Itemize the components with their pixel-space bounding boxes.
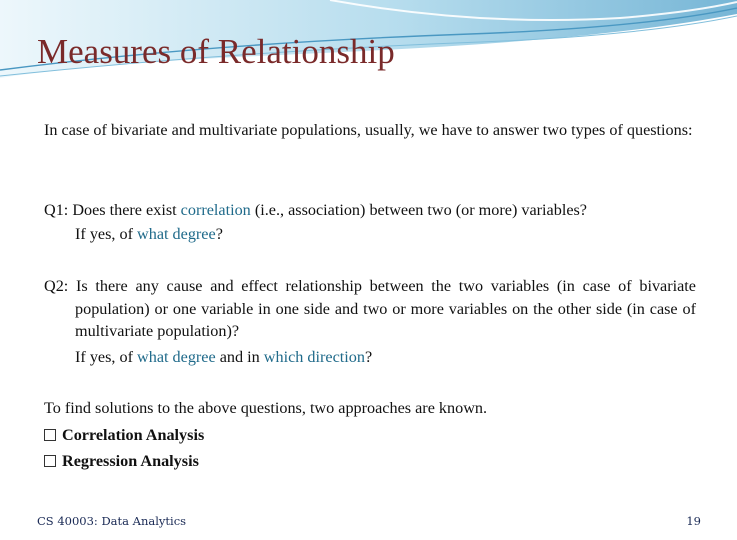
q2-line2-prefix: If yes, of: [75, 347, 138, 366]
q1-line-1: [44, 198, 696, 222]
question-2: [44, 275, 696, 368]
checkbox-bullet-icon: [44, 455, 56, 467]
q2-term-degree: what degree: [137, 347, 216, 366]
q2-line2-suffix: ?: [364, 347, 373, 366]
slide-title: Measures of Relationship: [37, 32, 395, 71]
q2-term-direction: which direction: [263, 347, 365, 366]
q1-line-2: [44, 222, 696, 246]
q1-prefix: Q1: Does there exist: [44, 201, 181, 219]
question-1: [44, 198, 696, 246]
q2-mid: and in: [215, 347, 264, 366]
bullet-label: Correlation Analysis: [62, 426, 205, 444]
bullet-label: Regression Analysis: [62, 452, 199, 470]
approaches-section: [44, 396, 696, 474]
approaches-lead: To find solutions to the above questions, two approaches are known.: [44, 399, 488, 417]
intro-paragraph: [44, 118, 696, 142]
footer-course: CS 40003: Data Analytics: [37, 514, 187, 528]
footer-page-number: 19: [686, 514, 701, 528]
q1-mid: (i.e., association) between two (or more) variables?: [250, 201, 587, 219]
checkbox-bullet-icon: [44, 429, 56, 441]
q2-text: Q2: Is there any cause and effect relationship between the two variables (in case of bivariate population) or one variable in one side and two or more variables on the other side (in case of multivariate population)?: [44, 277, 696, 340]
bullet-regression-analysis: [44, 448, 696, 474]
q1-line2-prefix: If yes, of: [75, 225, 138, 243]
q1-term-degree: what degree: [137, 225, 216, 243]
intro-text: In case of bivariate and multivariate populations, usually, we have to answer two types of questions:: [44, 121, 693, 139]
q1-term-correlation: correlation: [180, 201, 251, 219]
bullet-correlation-analysis: [44, 422, 696, 448]
q1-line2-suffix: ?: [215, 225, 223, 243]
q2-line-2: [44, 346, 696, 369]
